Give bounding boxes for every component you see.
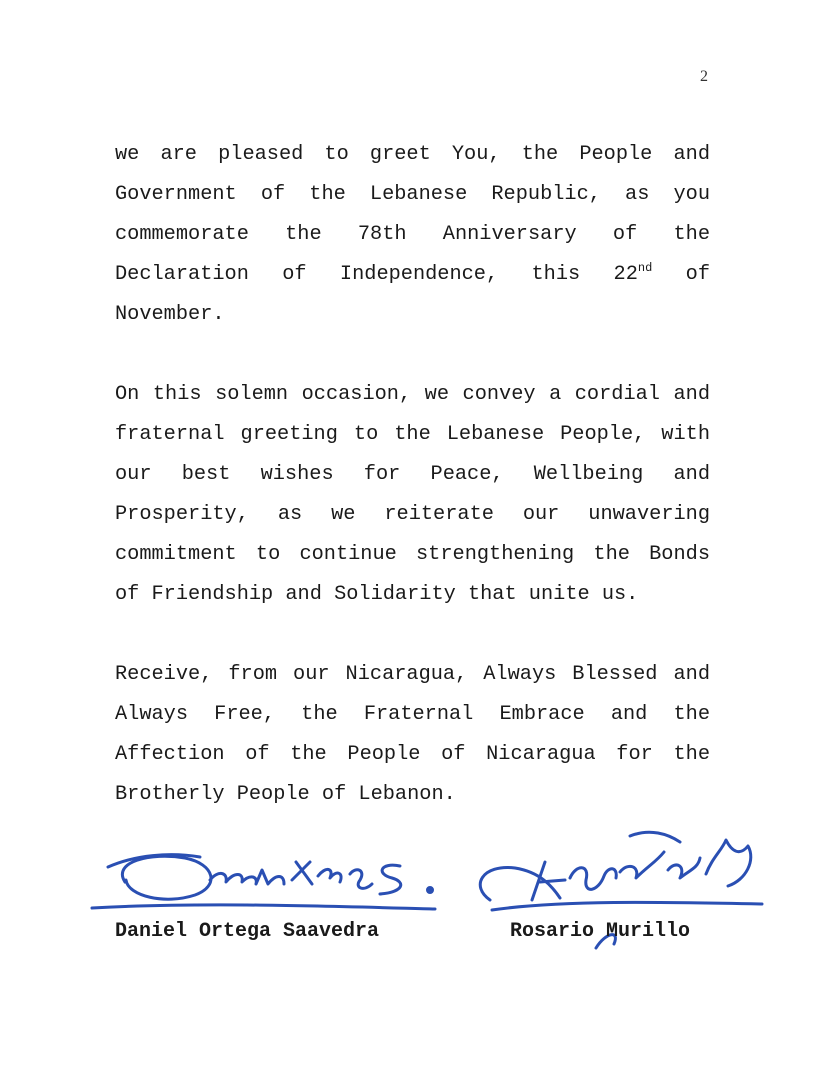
greeting-text-end: of November.	[115, 263, 710, 326]
signer-name-right: Rosario Murillo	[510, 920, 691, 943]
paragraph-greeting	[115, 135, 710, 335]
page-number: 2	[700, 68, 708, 85]
signer-name-left: Daniel Ortega Saavedra	[115, 920, 380, 943]
greeting-text: we are pleased to greet You, the People and Government of the Lebanese Republic, as you commemorate the 78th Anniversary of the Declaration of Independence, this 22	[115, 143, 710, 286]
signature-left	[92, 855, 435, 909]
paragraph-wishes: On this solemn occasion, we convey a cordial and fraternal greeting to the Lebanese People, with our best wishes for Peace, Wellbeing and Prosperity, as we reiterate our unwavering commitment to continue strengthening the Bonds of Friendship and Solidarity that unite us.	[115, 383, 710, 606]
ordinal-suffix: nd	[637, 261, 653, 276]
paragraph-embrace: Receive, from our Nicaragua, Always Blessed and Always Free, the Fraternal Embrace and the Affection of the People of Nicaragua for the Brotherly People of Lebanon.	[115, 663, 710, 806]
letter-body	[115, 135, 710, 815]
